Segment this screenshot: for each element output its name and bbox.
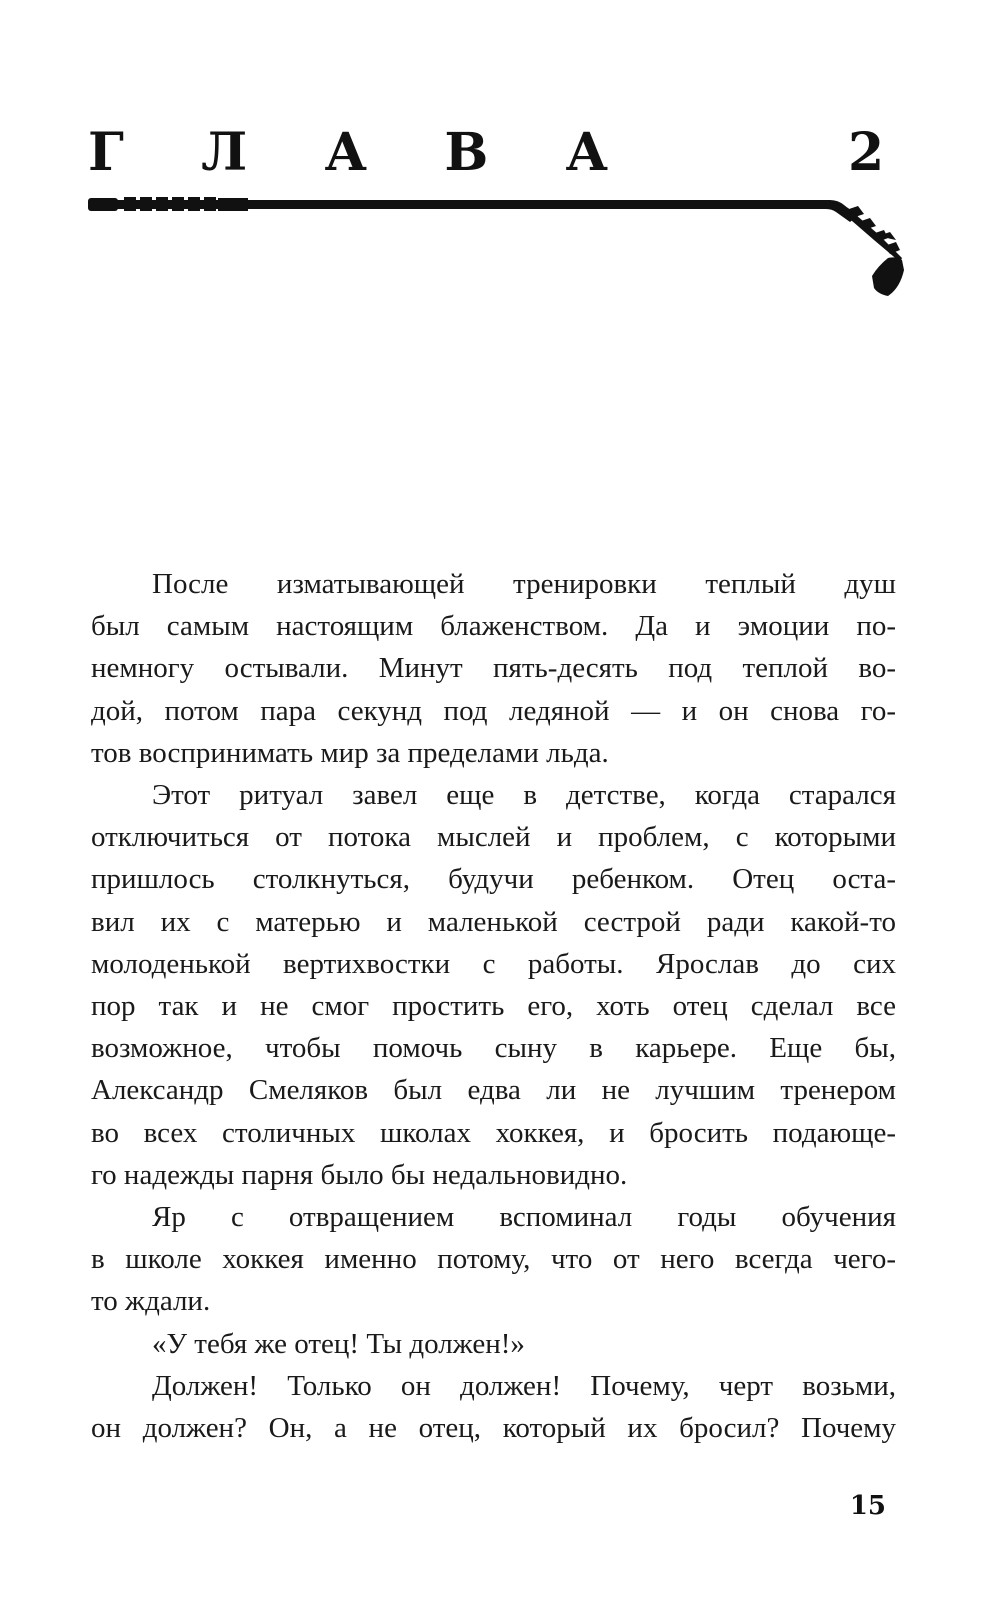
paragraph (91, 563, 896, 774)
text-line: пришлось столкнуться, будучи ребенком. Отец оста- (91, 863, 896, 896)
text-line: После изматывающей тренировки теплый душ (152, 568, 896, 600)
text-line: вил их с матерью и маленькой сестрой ради какой-то (91, 905, 896, 938)
chapter-letter: В (444, 122, 489, 183)
text-line: тов воспринимать мир за пределами льда. (91, 736, 609, 769)
text-line: в школе хоккея именно потому, что от него всегда чего- (91, 1243, 896, 1276)
page-number: 15 (849, 1491, 886, 1521)
text-line: то ждали. (91, 1285, 211, 1318)
paragraph (91, 774, 896, 1196)
chapter-letter: А (324, 122, 367, 183)
chapter-heading (88, 118, 608, 188)
text-line: Яр с отвращением вспоминал годы обучения (152, 1201, 896, 1234)
grip-tape (88, 197, 248, 211)
paragraph (91, 1323, 896, 1365)
chapter-number: 2 (848, 122, 885, 183)
hockey-stick-icon (88, 196, 948, 316)
chapter-letter: А (565, 122, 608, 183)
text-line: Александр Смеляков был едва ли не лучшим тренером (91, 1074, 896, 1107)
text-line: Должен! Только он должен! Почему, черт возьми, (152, 1369, 896, 1402)
text-line: го надежды парня было бы недальновидно. (91, 1158, 628, 1191)
text-line: был самым настоящим блаженством. Да и эмоции по- (91, 610, 896, 643)
stick-shaft (88, 200, 858, 222)
text-line: немногу остывали. Минут пять-десять под теплой во- (91, 652, 896, 685)
stick-toe (872, 257, 904, 296)
text-line: пор так и не смог простить его, хоть отец сделал все (91, 990, 896, 1023)
chapter-letter: Г (88, 122, 124, 183)
text-line: «У тебя же отец! Ты должен!» (152, 1327, 525, 1360)
text-line: возможное, чтобы помочь сыну в карьере. Еще бы, (91, 1032, 896, 1065)
text-line: отключиться от потока мыслей и проблем, с которыми (91, 821, 896, 854)
text-line: во всех столичных школах хоккея, и бросить подающе- (91, 1116, 896, 1149)
chapter-body (91, 563, 896, 1449)
text-line: Этот ритуал завел еще в детстве, когда старался (152, 779, 896, 812)
paragraph (91, 1365, 896, 1449)
text-line: он должен? Он, а не отец, который их бросил? Почему (91, 1412, 896, 1445)
chapter-letter: Л (201, 122, 248, 183)
text-line: молоденькой вертихвостки с работы. Ярослав до сих (91, 947, 896, 980)
paragraph (91, 1196, 896, 1323)
text-line: дой, потом пара секунд под ледяной — и он снова го- (91, 694, 896, 727)
